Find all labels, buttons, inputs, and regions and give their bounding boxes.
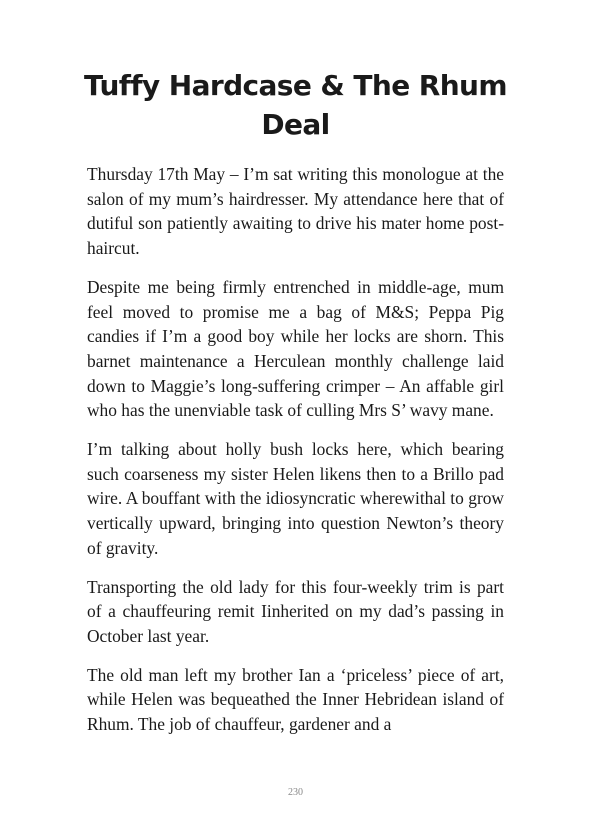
- chapter-title: Tuffy Hardcase & The Rhum Deal: [84, 69, 507, 141]
- paragraph-4: Transporting the old lady for this four-weekly trim is part of a chauffeuring remit Iinherited on my dad’s passing in October last year.: [87, 576, 504, 646]
- page-number: 230: [288, 787, 303, 798]
- paragraph-5: The old man left my brother Ian a ‘priceless’ piece of art, while Helen was bequeathed the Inner Hebridean island of Rhum. The job of chauffeur, gardener and a: [87, 664, 504, 735]
- paragraph-2: Despite me being firmly entrenched in middle-age, mum feel moved to promise me a bag of M&S; Peppa Pig candies if I’m a good boy while her locks are shorn. This barnet maintenance a Herculean monthly challenge laid down to Maggie’s long-suffering crimper – An affable girl who has the unenviable task of culling Mrs S’ wavy mane.: [87, 276, 504, 421]
- paragraph-3: I’m talking about holly bush locks here, which bearing such coarseness my sister Helen likens then to a Brillo pad wire. A bouffant with the idiosyncratic wherewithal to grow vertically upward, bringing into question Newton’s theory of gravity.: [87, 439, 504, 558]
- chapter-body: [87, 162, 504, 751]
- paragraph-1: Thursday 17th May – I’m sat writing this monologue at the salon of my mum’s hairdresser. My attendance here that of dutiful son patiently awaiting to drive his mater home post-haircut.: [87, 164, 504, 259]
